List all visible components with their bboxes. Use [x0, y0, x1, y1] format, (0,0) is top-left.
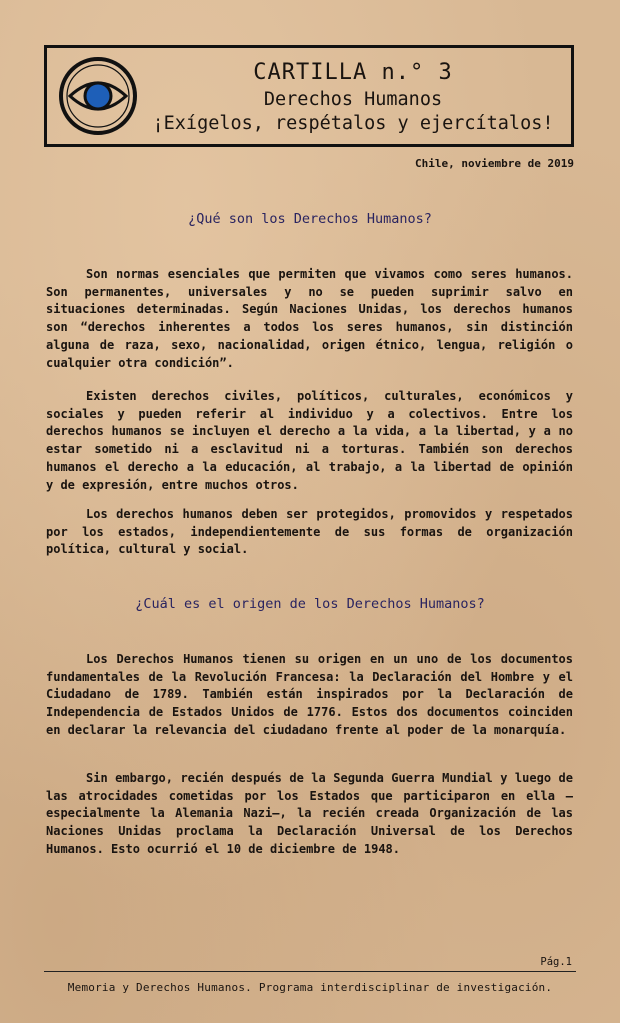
section-heading-que-son: ¿Qué son los Derechos Humanos? [188, 211, 432, 227]
page-number: Pág.1 [540, 956, 572, 968]
footer-text: Memoria y Derechos Humanos. Programa interdisciplinar de investigación. [67, 981, 553, 994]
date-line: Chile, noviembre de 2019 [415, 157, 574, 170]
iris-shape [85, 83, 111, 109]
document-slogan: ¡Exígelos, respétalos y ejercítalos! [152, 113, 554, 134]
header-box [44, 45, 574, 147]
section-heading-origen: ¿Cuál es el origen de los Derechos Humanos? [135, 596, 485, 612]
eye-icon [58, 56, 138, 136]
paragraph: Los derechos humanos deben ser protegidos, promovidos y respetados por los estados, independientemente de sus formas de organización política, cultural y social. [46, 507, 573, 557]
footer-divider [44, 971, 576, 972]
paragraph: Existen derechos civiles, políticos, culturales, económicos y sociales y pueden referir al individuo y a colectivos. Entre los derechos humanos se incluyen el derecho a la vida, a la libertad, y a no estar sometido ni a esclavitud ni a torturas. También son derechos humanos el derecho a la educación, al trabajo, a la libertad de opinión y de expresión, entre muchos otros. [46, 389, 573, 492]
paragraph: Sin embargo, recién después de la Segunda Guerra Mundial y luego de las atrocidades cometidas por los Estados que participaron en ella –especialmente la Alemania Nazi–, la recién creada Organización de las Naciones Unidas proclama la Declaración Universal de los Derechos Humanos. Esto ocurrió el 10 de diciembre de 1948. [46, 771, 573, 856]
document-title: CARTILLA n.° 3 [253, 60, 453, 85]
document-subtitle: Derechos Humanos [263, 89, 443, 110]
paragraph: Los Derechos Humanos tienen su origen en un uno de los documentos fundamentales de la Revolución Francesa: la Declaración del Hombre y el Ciudadano de 1789. También están inspirados por la Declaración de Independencia de Estados Unidos de 1776. Estos dos documentos coinciden en declarar la relevancia del ciudadano frente al poder de la monarquía. [46, 652, 573, 737]
paragraph: Son normas esenciales que permiten que vivamos como seres humanos. Son permanentes, universales y no se pueden suprimir salvo en situaciones determinadas. Según Naciones Unidas, los derechos humanos son “derechos inherentes a todos los seres humanos, sin distinción alguna de raza, sexo, nacionalidad, origen étnico, lengua, religión o cualquier otra condición”. [46, 267, 573, 370]
